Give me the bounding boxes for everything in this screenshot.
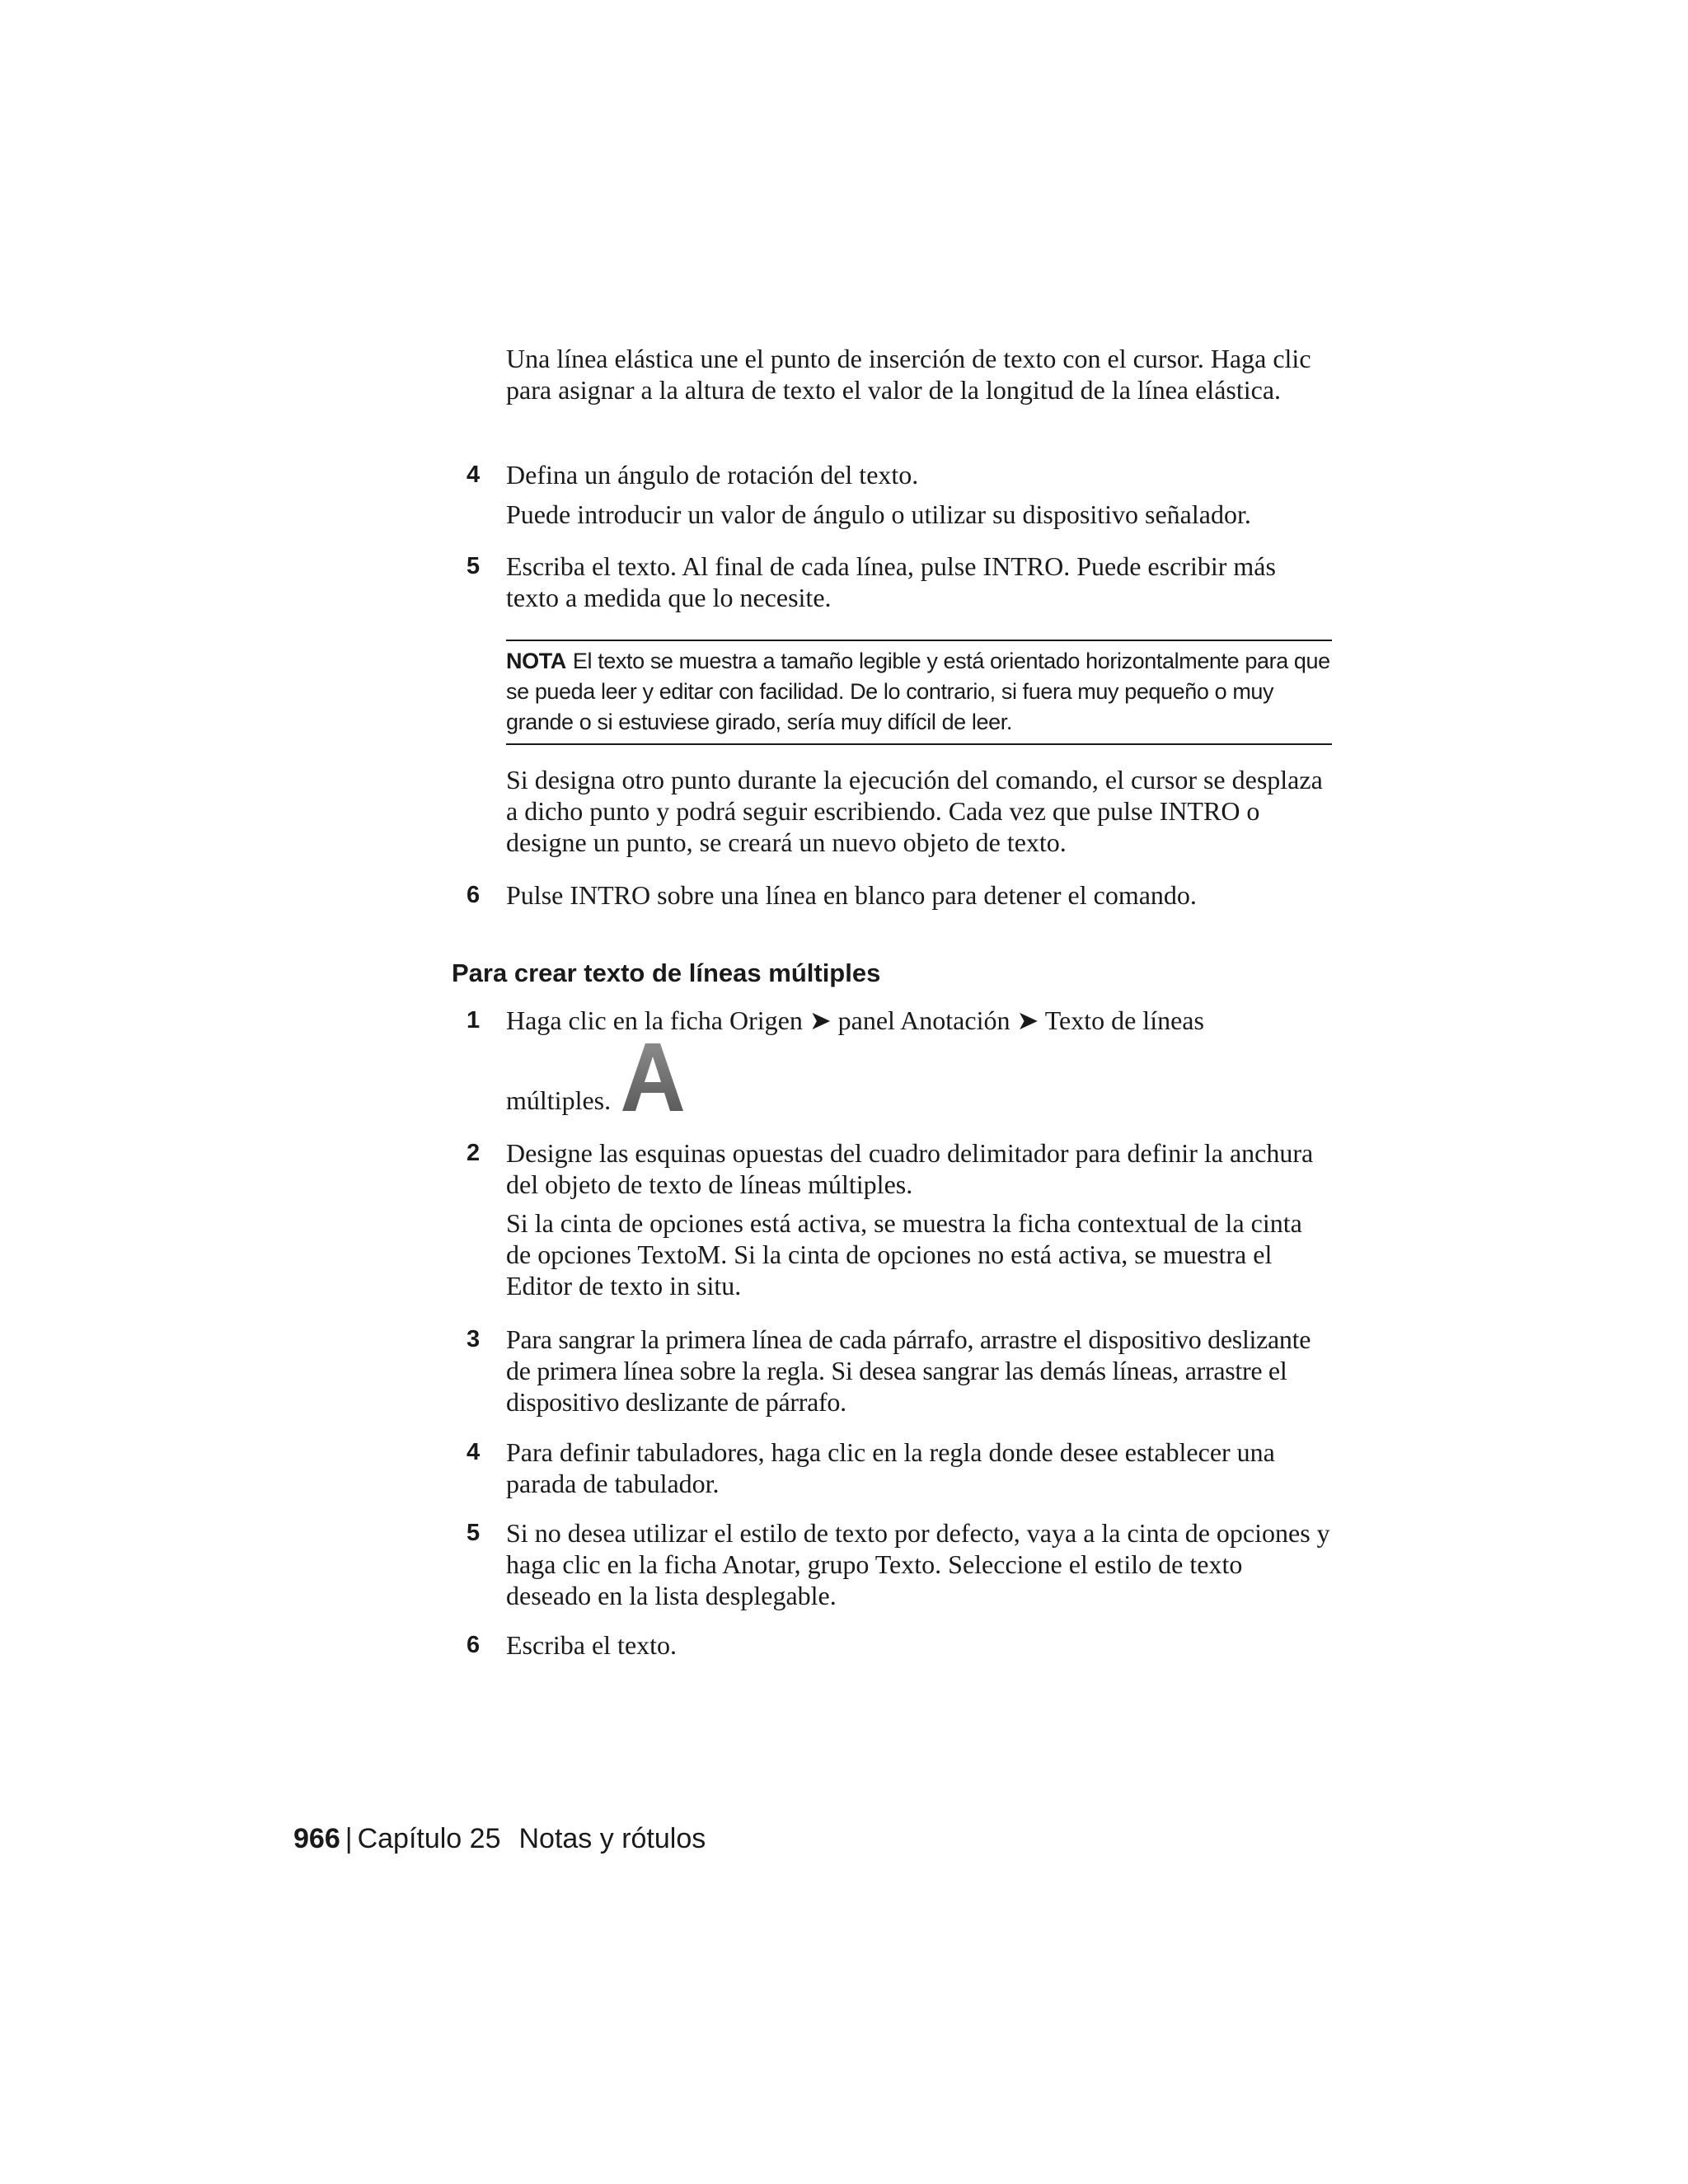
intro-paragraph: Una línea elástica une el punto de inserción de texto con el cursor. Haga clic para asignar a la altura de texto el valor de la longitud de la línea elástica.	[506, 344, 1311, 405]
note-label: NOTA	[506, 649, 566, 673]
step-text-tail: múltiples.	[506, 1085, 612, 1115]
step-text: Escriba el texto.	[506, 1630, 678, 1660]
step-number: 4	[467, 1439, 481, 1465]
step-text: Haga clic en la ficha Origen ➤ panel Anotación ➤ Texto de líneas	[506, 1005, 1204, 1035]
step-number: 3	[467, 1326, 481, 1352]
step-text: Para definir tabuladores, haga clic en la regla donde desee establecer una parada de tabulador.	[506, 1437, 1275, 1498]
footer-separator: |	[345, 1823, 353, 1854]
step-text: Defina un ángulo de rotación del texto.	[506, 460, 919, 490]
page-footer	[293, 1821, 706, 1856]
chapter-title: Notas y rótulos	[518, 1823, 706, 1854]
chapter-label: Capítulo 25	[357, 1823, 501, 1854]
step-text: Designe las esquinas opuestas del cuadro delimitador para definir la anchura del objeto de texto de líneas múltiples.	[506, 1138, 1314, 1199]
mtext-A-icon	[621, 1040, 685, 1114]
section-heading: Para crear texto de líneas múltiples	[452, 958, 881, 987]
step-text: Pulse INTRO sobre una línea en blanco para detener el comando.	[506, 880, 1197, 910]
step-text: Para sangrar la primera línea de cada párrafo, arrastre el dispositivo deslizante de primera línea sobre la regla. Si desea sangrar las demás líneas, arrastre el dispositivo deslizante de párrafo.	[506, 1324, 1311, 1417]
step-number: 2	[467, 1140, 481, 1166]
note-text: El texto se muestra a tamaño legible y está orientado horizontalmente para que se pueda leer y editar con facilidad. De lo contrario, si fuera muy pequeño o muy grande o si estuviese girado, sería muy difícil de leer.	[506, 649, 1330, 734]
step-text-continued	[506, 1040, 1330, 1122]
step-text: Escriba el texto. Al final de cada línea, pulse INTRO. Puede escribir más texto a medida que lo necesite.	[506, 551, 1276, 612]
step-number: 6	[467, 882, 481, 908]
page-number: 966	[293, 1823, 340, 1854]
step-number: 5	[467, 553, 481, 579]
after-note-paragraph: Si designa otro punto durante la ejecución del comando, el cursor se desplaza a dicho punto y podrá seguir escribiendo. Cada vez que pulse INTRO o designe un punto, se creará un nuevo objeto de texto.	[506, 765, 1323, 857]
step-text: Si no desea utilizar el estilo de texto por defecto, vaya a la cinta de opciones y haga clic en la ficha Anotar, grupo Texto. Seleccione el estilo de texto deseado en la lista desplegable.	[506, 1518, 1330, 1610]
step-number: 4	[467, 462, 481, 488]
step-subtext: Puede introducir un valor de ángulo o utilizar su dispositivo señalador.	[506, 499, 1251, 529]
step-subtext: Si la cinta de opciones está activa, se muestra la ficha contextual de la cinta de opciones TextoM. Si la cinta de opciones no está activa, se muestra el Editor de texto in situ.	[506, 1208, 1302, 1301]
step-number: 5	[467, 1520, 481, 1546]
step-number: 6	[467, 1632, 481, 1658]
step-number: 1	[467, 1007, 481, 1033]
note-box	[506, 640, 1332, 745]
